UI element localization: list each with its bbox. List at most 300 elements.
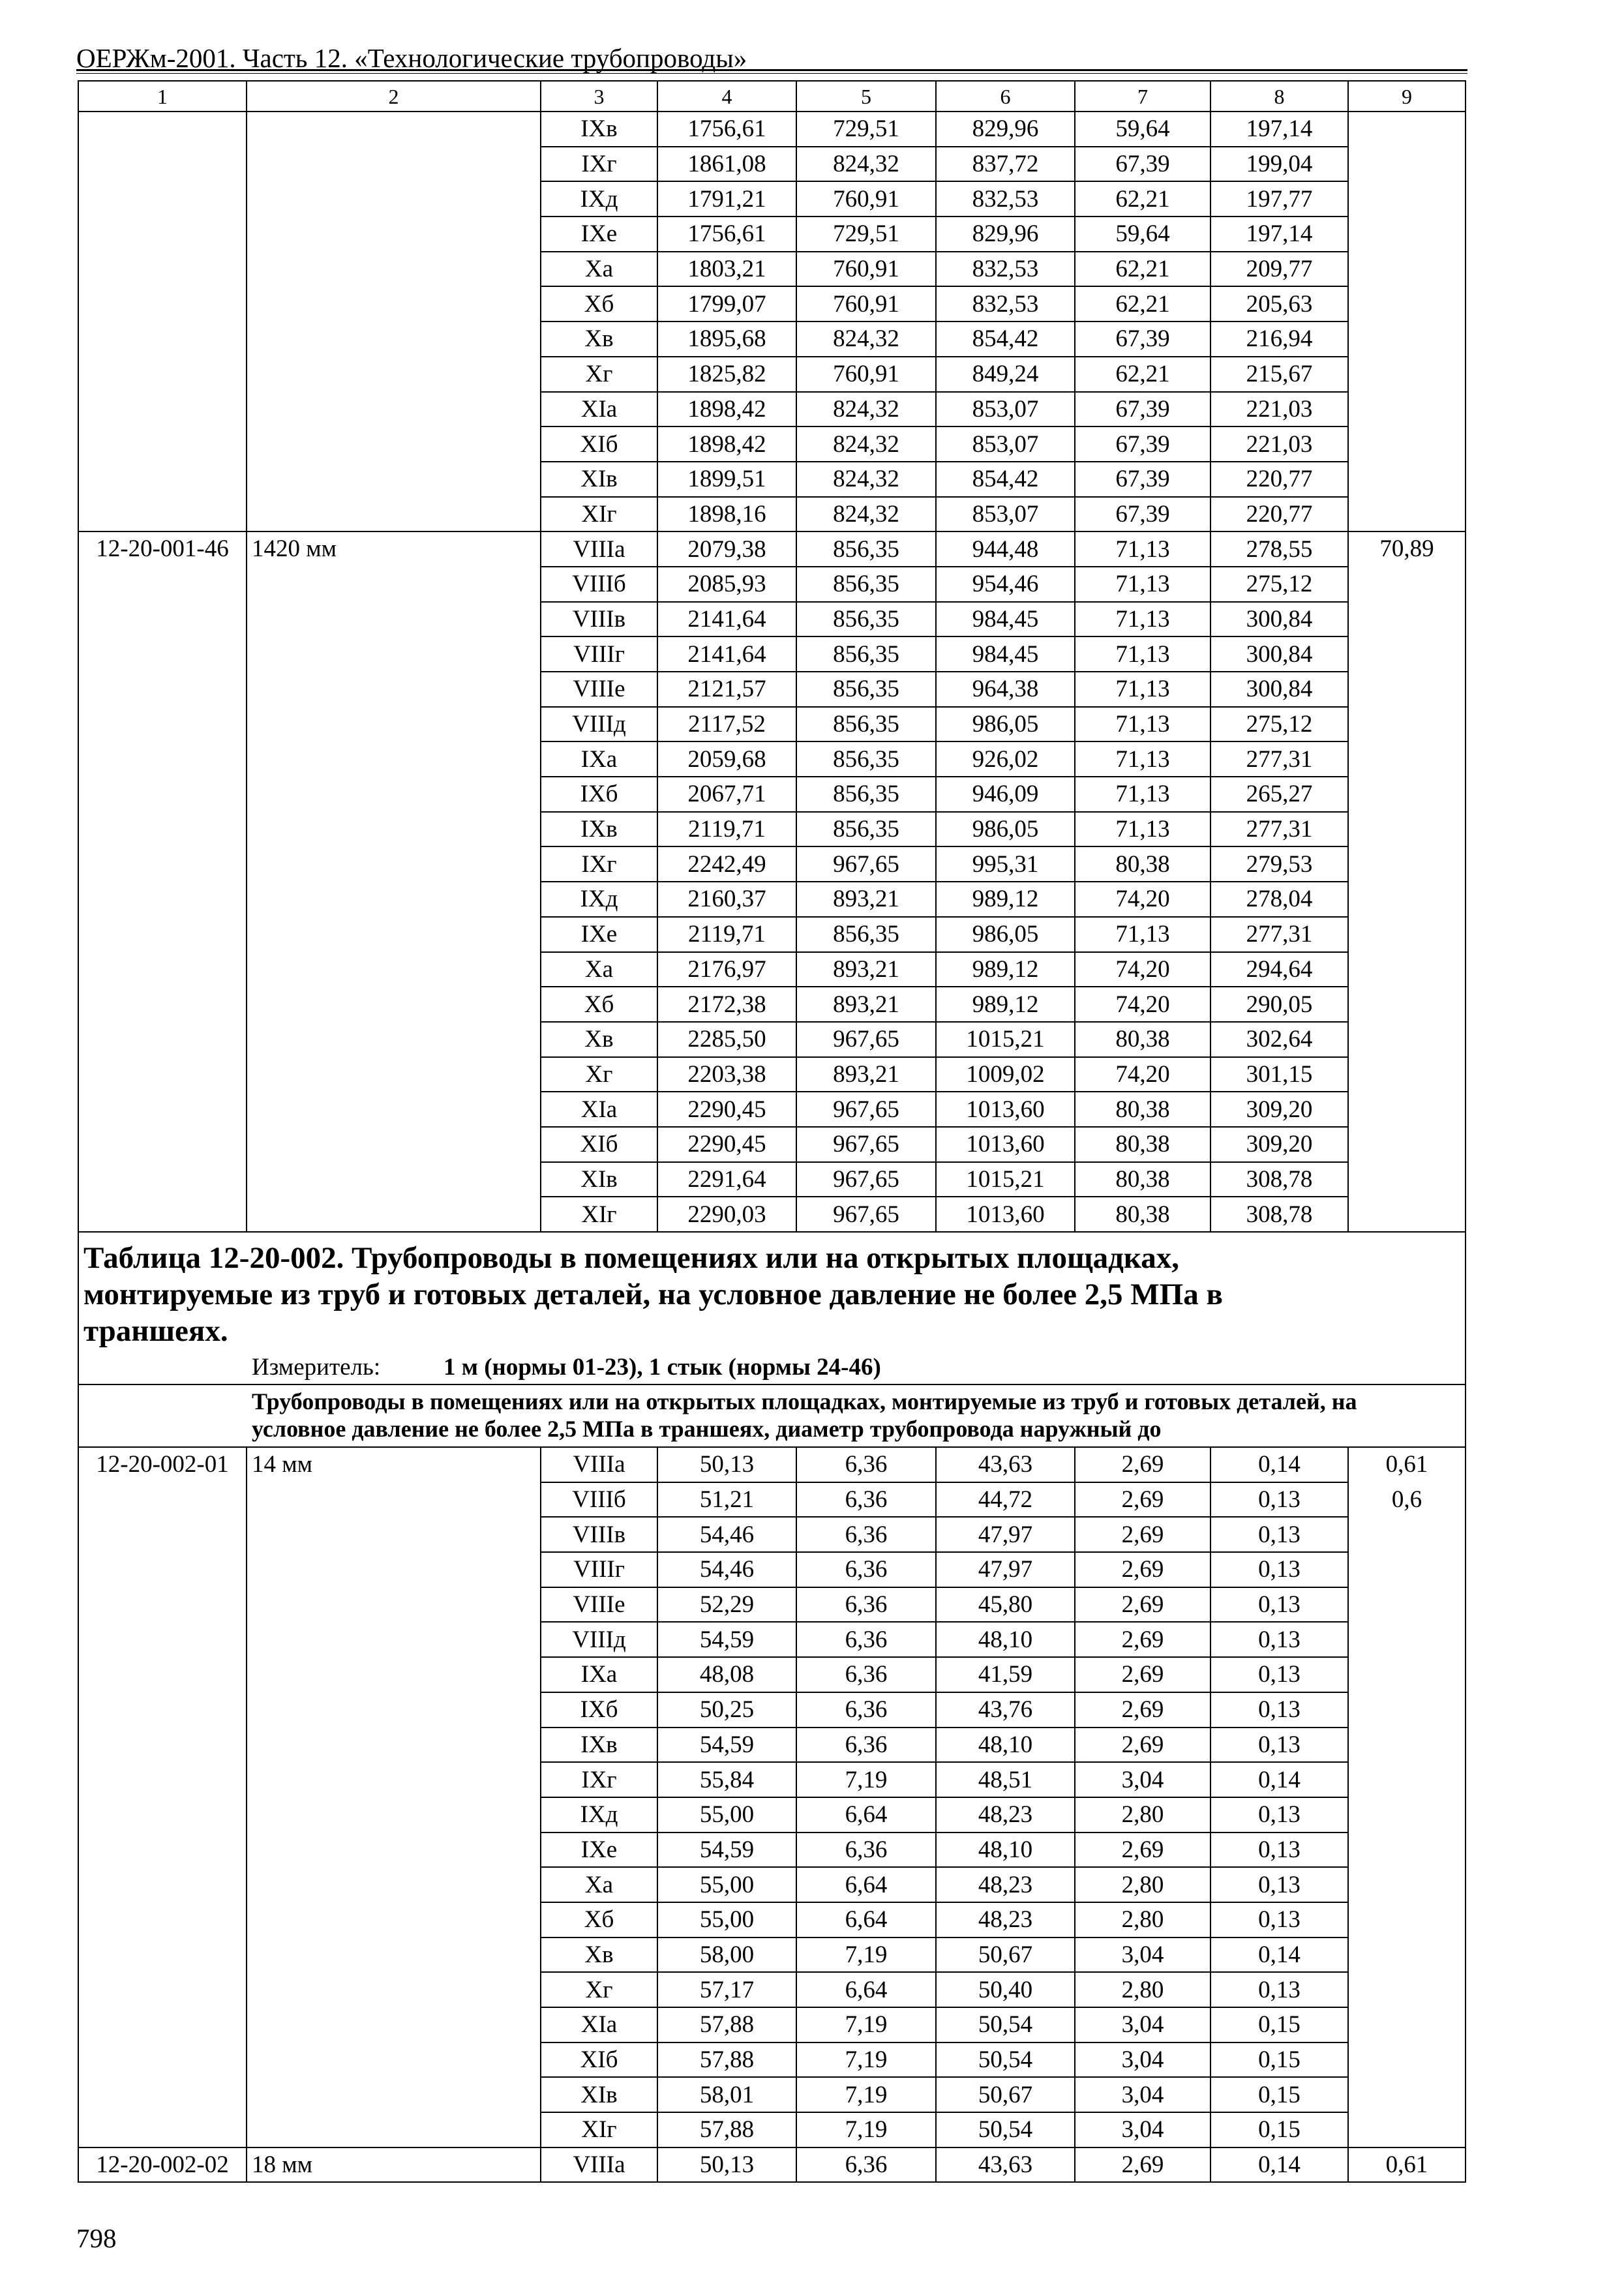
value-cell: [797, 953, 935, 987]
value-cell: [1211, 427, 1347, 461]
norm-value: 986,05: [972, 921, 1039, 948]
norm-value: 3,04: [1121, 2081, 1164, 2108]
header-rule: [76, 69, 1467, 74]
value-cell: [658, 1448, 796, 1482]
norm-value: 43,63: [978, 1451, 1033, 1478]
zone-label: Xб: [584, 290, 614, 318]
zone-cell: [541, 1128, 657, 1161]
value-cell: [1075, 813, 1210, 846]
value-cell: [937, 918, 1074, 951]
norm-value: 1898,42: [687, 430, 766, 458]
value-cell: [937, 357, 1074, 391]
zone-label: IXе: [580, 220, 618, 248]
norm-value: 62,21: [1115, 290, 1170, 318]
norm-value: 0,13: [1258, 1591, 1301, 1619]
norm-value: 6,36: [845, 1626, 888, 1653]
zone-label: Xв: [584, 1026, 614, 1053]
value-cell: [1211, 498, 1347, 531]
norm-value: 6,64: [845, 1871, 888, 1898]
norm-value: 80,38: [1115, 1201, 1170, 1228]
norm-value: 55,84: [699, 1766, 755, 1793]
column-9-cell: [1349, 1448, 1465, 2147]
norm-value: 3,04: [1121, 1766, 1164, 1793]
norm-value: 986,05: [972, 816, 1039, 843]
value-cell: [797, 672, 935, 706]
pipe-diameter: 1420 мм: [252, 535, 337, 563]
value-cell: [797, 1058, 935, 1092]
zone-label: Xг: [585, 1976, 613, 2003]
value-cell: [658, 287, 796, 321]
zone-label: VIIIе: [573, 1591, 625, 1619]
value-cell: [937, 567, 1074, 601]
value-cell: [1211, 393, 1347, 426]
value-cell: [797, 1163, 935, 1197]
norm-value: 760,91: [833, 256, 899, 283]
zone-label: IXд: [580, 185, 618, 213]
value-cell: [937, 847, 1074, 881]
value-cell: [1075, 498, 1210, 531]
value-cell: [797, 1763, 935, 1797]
norm-value: 967,65: [833, 1165, 899, 1193]
norm-value: 856,35: [833, 711, 899, 738]
value-cell: [658, 498, 796, 531]
value-cell: [937, 1483, 1074, 1517]
zone-cell: [541, 1798, 657, 1832]
value-cell: [937, 1798, 1074, 1832]
value-cell: [1211, 1483, 1347, 1517]
norm-value: 2119,71: [688, 816, 766, 843]
norm-value: 1898,16: [687, 500, 766, 528]
zone-cell: [541, 672, 657, 706]
norm-value: 0,13: [1258, 1626, 1301, 1653]
norm-code-cell: [79, 1448, 246, 2147]
norm-value: 2067,71: [687, 781, 766, 808]
zone-label: Xв: [584, 1941, 614, 1968]
zone-cell: [541, 1092, 657, 1126]
value-cell: [937, 1728, 1074, 1762]
norm-code-cell: [79, 2148, 246, 2182]
norm-value: 6,36: [845, 1486, 888, 1514]
value-cell: [1211, 2043, 1347, 2077]
column-9-value: 0,61: [1385, 1451, 1428, 1478]
norm-value: 279,53: [1246, 850, 1313, 878]
norm-value: 220,77: [1246, 466, 1313, 493]
norm-value: 7,19: [845, 2116, 888, 2144]
norm-value: 856,35: [833, 781, 899, 808]
value-cell: [658, 1197, 796, 1231]
norm-value: 986,05: [972, 711, 1039, 738]
value-cell: [1211, 1623, 1347, 1656]
norm-value: 54,46: [699, 1521, 755, 1548]
column-number-cell: [658, 82, 796, 111]
value-cell: [937, 1693, 1074, 1727]
value-cell: [658, 1163, 796, 1197]
value-cell: [658, 112, 796, 146]
norm-value: 300,84: [1246, 676, 1313, 703]
norm-value: 0,13: [1258, 1661, 1301, 1688]
norm-value: 3,04: [1121, 2116, 1164, 2144]
norm-value: 1803,21: [687, 256, 766, 283]
value-cell: [937, 813, 1074, 846]
value-cell: [1211, 1728, 1347, 1762]
value-cell: [1075, 742, 1210, 776]
norm-value: 1756,61: [687, 115, 766, 143]
norm-value: 854,42: [972, 466, 1039, 493]
value-cell: [797, 1623, 935, 1656]
norm-value: 0,13: [1258, 1906, 1301, 1934]
norm-value: 0,14: [1258, 1766, 1301, 1793]
value-cell: [937, 1128, 1074, 1161]
value-cell: [1211, 1058, 1347, 1092]
value-cell: [1075, 1058, 1210, 1092]
norm-value: 80,38: [1115, 1026, 1170, 1053]
norm-value: 0,13: [1258, 1836, 1301, 1863]
value-cell: [658, 2148, 796, 2182]
norm-value: 74,20: [1115, 1060, 1170, 1088]
norm-value: 3,04: [1121, 2046, 1164, 2074]
value-cell: [797, 1868, 935, 1902]
value-cell: [658, 708, 796, 741]
norm-value: 205,63: [1246, 290, 1313, 318]
value-cell: [1211, 987, 1347, 1021]
norm-value: 824,32: [833, 430, 899, 458]
norm-value: 6,36: [845, 1696, 888, 1724]
value-cell: [1075, 2113, 1210, 2147]
value-cell: [797, 1448, 935, 1482]
value-cell: [937, 708, 1074, 741]
value-cell: [937, 2078, 1074, 2112]
value-cell: [1211, 1023, 1347, 1056]
norm-value: 48,23: [978, 1906, 1033, 1934]
value-cell: [937, 603, 1074, 636]
norm-value: 6,64: [845, 1801, 888, 1829]
table-title-line: Таблица 12-20-002. Трубопроводы в помещениях или на открытых площадках,: [83, 1241, 1180, 1275]
value-cell: [797, 1973, 935, 2007]
norm-value: 215,67: [1246, 361, 1313, 388]
norm-value: 0,14: [1258, 1941, 1301, 1968]
norm-value: 55,00: [699, 1801, 755, 1829]
zone-label: XIа: [580, 2011, 618, 2039]
zone-label: Xа: [584, 1871, 614, 1898]
norm-code: 12-20-001-46: [96, 535, 229, 563]
norm-value: 853,07: [972, 430, 1039, 458]
value-cell: [658, 742, 796, 776]
value-cell: [1211, 1833, 1347, 1867]
norm-value: 2085,93: [687, 571, 766, 598]
norm-value: 0,15: [1258, 2081, 1301, 2108]
value-cell: [1075, 1973, 1210, 2007]
norm-value: 856,35: [833, 535, 899, 563]
value-cell: [1211, 217, 1347, 251]
value-cell: [797, 2113, 935, 2147]
norm-value: 2203,38: [687, 1060, 766, 1088]
table-subtitle-line: Трубопроводы в помещениях или на открытых площадках, монтируемые из труб и готовых деталей, на: [252, 1388, 1357, 1414]
norm-value: 0,13: [1258, 1696, 1301, 1724]
zone-label: Xа: [584, 256, 614, 283]
value-cell: [1075, 567, 1210, 601]
norm-value: 50,54: [978, 2011, 1033, 2039]
norm-value: 7,19: [845, 2011, 888, 2039]
norm-value: 278,55: [1246, 535, 1313, 563]
zone-cell: [541, 1973, 657, 2007]
value-cell: [1075, 462, 1210, 496]
norm-value: 824,32: [833, 395, 899, 423]
norm-value: 824,32: [833, 325, 899, 353]
value-cell: [1075, 1693, 1210, 1727]
norm-value: 80,38: [1115, 1131, 1170, 1158]
norm-value: 6,36: [845, 1556, 888, 1583]
zone-cell: [541, 147, 657, 181]
value-cell: [1211, 2113, 1347, 2147]
value-cell: [937, 777, 1074, 811]
column-number-cell: [1075, 82, 1210, 111]
norm-value: 55,00: [699, 1906, 755, 1934]
zone-label: XIа: [580, 395, 618, 423]
norm-value: 80,38: [1115, 850, 1170, 878]
norm-value: 59,64: [1115, 220, 1170, 248]
measure-label: Измеритель:: [252, 1354, 381, 1381]
norm-value: 199,04: [1246, 151, 1313, 178]
value-cell: [1075, 252, 1210, 286]
value-cell: [658, 987, 796, 1021]
value-cell: [937, 1763, 1074, 1797]
value-cell: [937, 462, 1074, 496]
norm-value: 277,31: [1246, 816, 1313, 843]
norm-value: 2,69: [1121, 1451, 1164, 1478]
norm-value: 1013,60: [966, 1096, 1045, 1123]
zone-cell: [541, 287, 657, 321]
norm-value: 275,12: [1246, 711, 1313, 738]
value-cell: [1211, 1693, 1347, 1727]
norm-value: 58,00: [699, 1941, 755, 1968]
norm-value: 829,96: [972, 220, 1039, 248]
norm-value: 48,23: [978, 1801, 1033, 1829]
value-cell: [937, 1092, 1074, 1126]
value-cell: [937, 322, 1074, 356]
norm-value: 1013,60: [966, 1131, 1045, 1158]
norm-value: 1898,42: [687, 395, 766, 423]
norm-value: 2290,03: [687, 1201, 766, 1228]
norm-value: 984,45: [972, 605, 1039, 633]
norm-value: 7,19: [845, 1766, 888, 1793]
value-cell: [1075, 427, 1210, 461]
value-cell: [658, 1023, 796, 1056]
zone-cell: [541, 847, 657, 881]
zone-label: VIIIг: [573, 1556, 625, 1583]
value-cell: [1075, 1197, 1210, 1231]
norm-value: 6,36: [845, 1591, 888, 1619]
value-cell: [1075, 672, 1210, 706]
zone-cell: [541, 567, 657, 601]
norm-value: 0,13: [1258, 1976, 1301, 2003]
norm-value: 729,51: [833, 220, 899, 248]
norm-value: 2119,71: [688, 921, 766, 948]
zone-cell: [541, 1623, 657, 1656]
zone-label: VIIIе: [573, 676, 625, 703]
value-cell: [658, 427, 796, 461]
value-cell: [1211, 2008, 1347, 2042]
zone-label: IXд: [580, 1801, 618, 1829]
value-cell: [1075, 1798, 1210, 1832]
value-cell: [1211, 147, 1347, 181]
value-cell: [937, 1023, 1074, 1056]
norm-value: 220,77: [1246, 500, 1313, 528]
value-cell: [1075, 1448, 1210, 1482]
norm-value: 294,64: [1246, 955, 1313, 983]
zone-label: XIб: [580, 2046, 618, 2074]
norm-value: 7,19: [845, 1941, 888, 1968]
norm-value: 48,10: [978, 1626, 1033, 1653]
value-cell: [937, 637, 1074, 671]
value-cell: [937, 1197, 1074, 1231]
value-cell: [658, 2008, 796, 2042]
norm-value: 54,46: [699, 1556, 755, 1583]
norm-value: 853,07: [972, 500, 1039, 528]
value-cell: [937, 182, 1074, 216]
norm-value: 54,59: [699, 1836, 755, 1863]
zone-label: XIв: [580, 1165, 618, 1193]
norm-value: 54,59: [699, 1626, 755, 1653]
norm-value: 309,20: [1246, 1096, 1313, 1123]
value-cell: [1211, 2078, 1347, 2112]
value-cell: [937, 147, 1074, 181]
value-cell: [658, 1903, 796, 1937]
column-number-cell: [247, 82, 540, 111]
value-cell: [797, 462, 935, 496]
norm-value: 48,23: [978, 1871, 1033, 1898]
norm-value: 57,17: [699, 1976, 755, 2003]
pipe-diameter-cell: [247, 2148, 540, 2182]
table-title-cell: [79, 1233, 1465, 1384]
zone-label: XIа: [580, 1096, 618, 1123]
norm-value: 48,08: [699, 1661, 755, 1688]
value-cell: [797, 252, 935, 286]
value-cell: [658, 147, 796, 181]
value-cell: [1211, 1798, 1347, 1832]
zone-cell: [541, 2113, 657, 2147]
column-number: 8: [1274, 84, 1285, 108]
norm-value: 1895,68: [687, 325, 766, 353]
column-number-cell: [1349, 82, 1465, 111]
norm-value: 856,35: [833, 640, 899, 668]
zone-cell: [541, 777, 657, 811]
value-cell: [797, 987, 935, 1021]
value-cell: [937, 1163, 1074, 1197]
zone-cell: [541, 1868, 657, 1902]
value-cell: [1075, 1588, 1210, 1622]
norm-value: 856,35: [833, 816, 899, 843]
norm-value: 0,14: [1258, 2151, 1301, 2179]
zone-cell: [541, 708, 657, 741]
zone-cell: [541, 1728, 657, 1762]
norm-value: 6,64: [845, 1906, 888, 1934]
value-cell: [937, 1588, 1074, 1622]
value-cell: [658, 1588, 796, 1622]
norm-value: 760,91: [833, 290, 899, 318]
value-cell: [658, 1728, 796, 1762]
norm-value: 290,05: [1246, 991, 1313, 1018]
norm-value: 0,14: [1258, 1451, 1301, 1478]
table-title-line: монтируемые из труб и готовых деталей, на условное давление не более 2,5 МПа в: [83, 1278, 1223, 1311]
zone-label: XIг: [581, 1201, 617, 1228]
norm-value: 74,20: [1115, 991, 1170, 1018]
norm-value: 50,13: [699, 1451, 755, 1478]
value-cell: [1211, 742, 1347, 776]
norm-value: 45,80: [978, 1591, 1033, 1619]
value-cell: [658, 217, 796, 251]
table-subtitle-cell: [79, 1385, 1465, 1446]
column-number-cell: [1211, 82, 1347, 111]
norm-value: 854,42: [972, 325, 1039, 353]
zone-cell: [541, 462, 657, 496]
value-cell: [1211, 1658, 1347, 1692]
column-number: 5: [861, 84, 871, 108]
norm-value: 967,65: [833, 1131, 899, 1158]
zone-label: Xб: [584, 1906, 614, 1934]
value-cell: [658, 1623, 796, 1656]
zone-label: VIIIд: [572, 1626, 626, 1653]
norm-value: 3,04: [1121, 1941, 1164, 1968]
column-number-cell: [937, 82, 1074, 111]
value-cell: [1211, 1973, 1347, 2007]
value-cell: [658, 1833, 796, 1867]
norm-value: 2,69: [1121, 1591, 1164, 1619]
zone-label: IXв: [580, 1731, 618, 1758]
norm-value: 824,32: [833, 466, 899, 493]
value-cell: [937, 217, 1074, 251]
value-cell: [1075, 393, 1210, 426]
norm-value: 50,67: [978, 2081, 1033, 2108]
value-cell: [797, 498, 935, 531]
norm-value: 2,69: [1121, 1521, 1164, 1548]
norm-value: 0,15: [1258, 2116, 1301, 2144]
zone-label: IXб: [580, 1696, 618, 1724]
norm-value: 2176,97: [687, 955, 766, 983]
norm-value: 71,13: [1115, 640, 1170, 668]
pipe-diameter-cell: [247, 112, 540, 531]
norm-value: 301,15: [1246, 1060, 1313, 1088]
value-cell: [937, 1868, 1074, 1902]
norm-value: 1861,08: [687, 151, 766, 178]
norm-value: 2,69: [1121, 1661, 1164, 1688]
value-cell: [1075, 918, 1210, 951]
value-cell: [797, 217, 935, 251]
norm-value: 893,21: [833, 1060, 899, 1088]
norm-value: 57,88: [699, 2116, 755, 2144]
value-cell: [797, 1833, 935, 1867]
value-cell: [797, 2148, 935, 2182]
norm-value: 50,67: [978, 1941, 1033, 1968]
norm-value: 967,65: [833, 850, 899, 878]
norm-value: 6,36: [845, 1836, 888, 1863]
value-cell: [937, 672, 1074, 706]
norm-value: 760,91: [833, 361, 899, 388]
zone-cell: [541, 1197, 657, 1231]
norm-value: 856,35: [833, 571, 899, 598]
value-cell: [797, 1197, 935, 1231]
value-cell: [797, 777, 935, 811]
value-cell: [1075, 147, 1210, 181]
zone-cell: [541, 1903, 657, 1937]
value-cell: [1075, 2008, 1210, 2042]
norm-value: 62,21: [1115, 256, 1170, 283]
value-cell: [658, 918, 796, 951]
value-cell: [937, 393, 1074, 426]
column-9-cell: [1349, 112, 1465, 531]
value-cell: [1075, 1518, 1210, 1551]
value-cell: [797, 1693, 935, 1727]
value-cell: [1211, 357, 1347, 391]
